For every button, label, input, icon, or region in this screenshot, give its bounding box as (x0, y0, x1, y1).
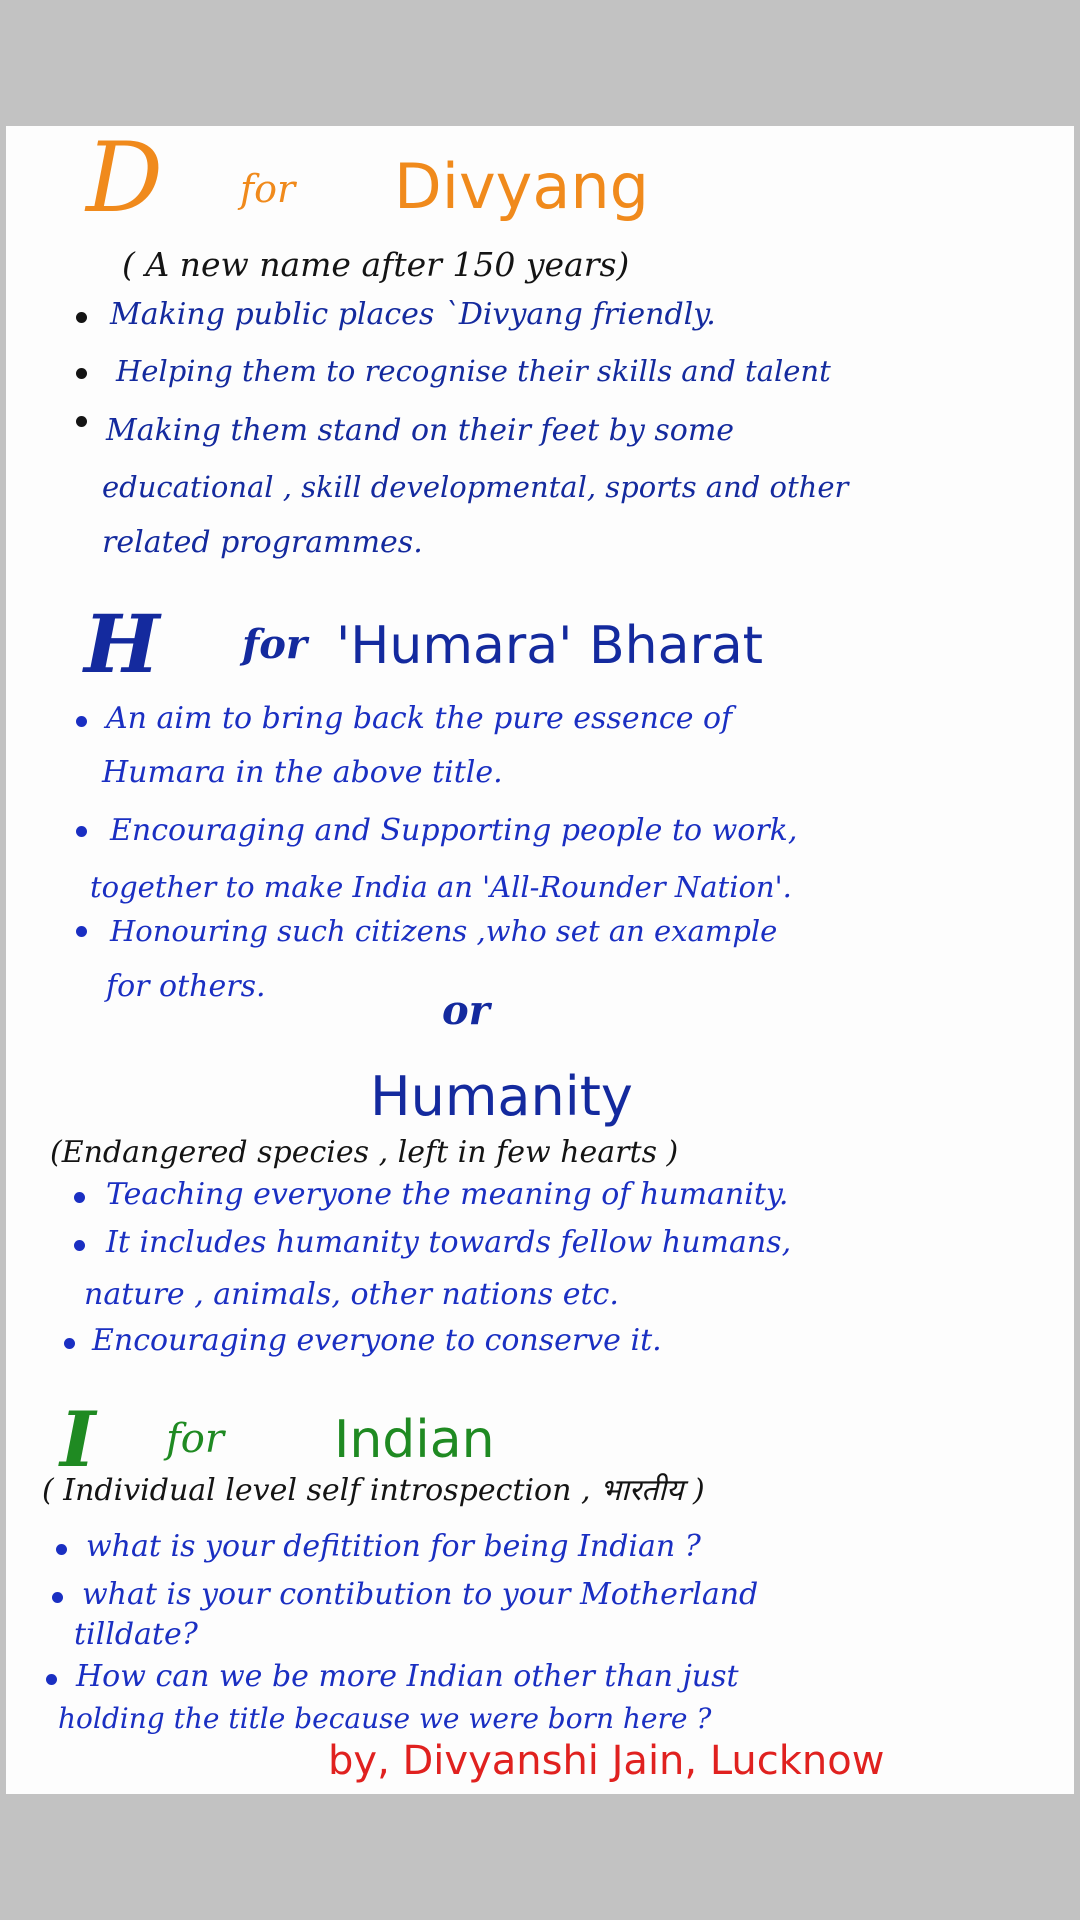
section-d-bullet-2: Helping them to recognise their skills and talent (116, 354, 831, 388)
bullet-dot (76, 826, 87, 837)
section-d-subtitle: ( A new name after 150 years) (122, 245, 630, 284)
or-connector: or (442, 987, 490, 1034)
bullet-dot (76, 416, 87, 427)
humanity-line-1: Teaching everyone the meaning of humanity. (106, 1177, 789, 1212)
section-h-line-3: Encouraging and Supporting people to work, (110, 813, 798, 848)
humanity-line-4: Encouraging everyone to conserve it. (92, 1323, 662, 1358)
humanity-line-2: It includes humanity towards fellow humans, (106, 1225, 792, 1260)
signature: by, Divyanshi Jain, Lucknow (328, 1738, 885, 1784)
section-i-title: Indian (334, 1410, 495, 1470)
section-h-for: for (242, 621, 307, 668)
section-h-title: 'Humara' Bharat (336, 616, 764, 676)
section-h-line-1: An aim to bring back the pure essence of (106, 701, 733, 736)
section-d-bullet-3-cont-2: related programmes. (102, 525, 423, 560)
section-i-line-2: what is your contibution to your Motherland (82, 1577, 759, 1612)
humanity-subtitle: (Endangered species , left in few hearts ) (50, 1135, 679, 1170)
section-i-for: for (166, 1416, 225, 1462)
handwritten-page (6, 126, 1074, 1794)
section-i-line-1: what is your defitition for being Indian ? (86, 1529, 701, 1564)
humanity-line-3: nature , animals, other nations etc. (84, 1277, 619, 1312)
section-i-subtitle: ( Individual level self introspection , भारतीय ) (42, 1473, 705, 1508)
bullet-dot (76, 716, 87, 727)
section-d-for: for (240, 167, 296, 211)
section-d-title: Divyang (394, 150, 649, 223)
letter-i: I (60, 1395, 96, 1484)
section-h-line-2: Humara in the above title. (102, 755, 503, 790)
humanity-title: Humanity (370, 1065, 633, 1128)
section-i-line-3: tilldate? (74, 1617, 198, 1652)
bullet-dot (76, 368, 87, 379)
section-i-line-5: holding the title because we were born here ? (58, 1702, 712, 1735)
bullet-dot (46, 1674, 57, 1685)
bullet-dot (74, 1240, 85, 1251)
letter-h: H (84, 597, 160, 691)
section-h-line-6: for others. (106, 969, 266, 1004)
letter-d: D (86, 126, 163, 234)
bullet-dot (64, 1338, 75, 1349)
bullet-dot (74, 1192, 85, 1203)
bullet-dot (52, 1592, 63, 1603)
section-h-line-4: together to make India an 'All-Rounder Nation'. (90, 870, 792, 904)
section-d-bullet-3-cont-1: educational , skill developmental, sports and other (102, 470, 849, 504)
bullet-dot (76, 926, 87, 937)
section-d-bullet-1: Making public places `Divyang friendly. (110, 297, 716, 332)
bullet-dot (76, 312, 87, 323)
bullet-dot (56, 1544, 67, 1555)
section-h-line-5: Honouring such citizens ,who set an example (110, 914, 778, 948)
section-i-line-4: How can we be more Indian other than just (76, 1659, 739, 1694)
section-d-bullet-3: Making them stand on their feet by some (106, 413, 735, 448)
